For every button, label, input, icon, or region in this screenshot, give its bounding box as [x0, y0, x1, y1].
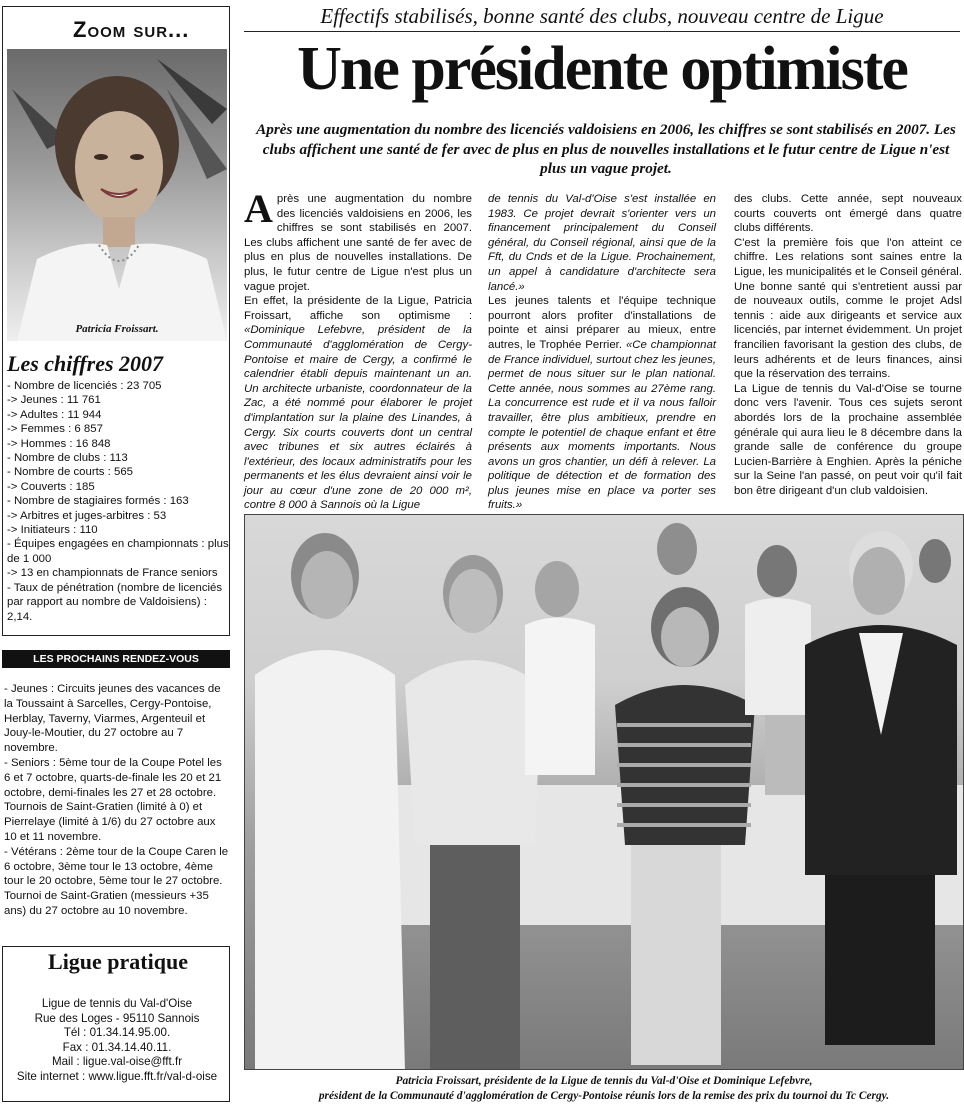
article-headline: Une présidente optimiste [297, 35, 907, 103]
rdv-item: - Seniors : 5ème tour de la Coupe Potel les 6 et 7 octobre, quarts-de-finale les 20 et 21 octobre, demi-finales les 27 et 28 octobre. Tournois de Saint-Gratien (limité à 0) et Pierrelaye (limité à 1/6) du 27 octobre aux 10 et 11 novembre. [4, 756, 222, 843]
article-column-3 [734, 192, 962, 498]
stats-item: -> Couverts : 185 [7, 480, 95, 493]
stats-item: -> Adultes : 11 944 [7, 408, 102, 421]
article-standfirst: Après une augmentation du nombre des licenciés valdoisiens en 2006, les chiffres se sont stabilisés en 2007. Les clubs affichent une santé de fer avec de plus en plus de nouvelles installations et le futur centre de Ligue n'est plus un vague projet. [256, 121, 956, 177]
practical-line: Ligue de tennis du Val-d'Oise [41, 997, 193, 1010]
paragraph: des clubs. Cette année, sept nouveaux courts couverts ont émergé dans quatre clubs différents. [734, 193, 962, 235]
practical-lines [3, 997, 231, 1085]
practical-title: Ligue pratique [33, 949, 203, 975]
stats-item: - Nombre de stagiaires formés : 163 [7, 495, 189, 508]
stats-item: -> Arbitres et juges-arbitres : 53 [7, 509, 167, 522]
group-photo-illustration [245, 515, 964, 1070]
stats-list [7, 379, 229, 624]
stats-item: - Taux de pénétration (nombre de licenciés par rapport au nombre de Valdoisiens) : 2,14. [7, 581, 223, 623]
paragraph: La Ligue de tennis du Val-d'Oise se tourne donc vers l'avenir. Tous ces sujets seront abordés lors de la prochaine assemblée générale qui aura lieu le 8 décembre dans la grande salle de conférence du groupe Lucien-Barrière à Enghien. Après la péniche sur la Seine l'an passé, on peut voir qu'il fait bon être dirigeant d'un club valdoisien. [734, 382, 962, 497]
stats-item: - Nombre de licenciés : 23 705 [7, 380, 162, 392]
quote: «Dominique Lefebvre, président de la Communauté d'agglomération de Cergy-Pontoise et maire de Cergy, a confirmé le calendrier établi depuis maintenant un an. Un architecte urbaniste, coordonnateur de la Zac, a été nommé pour élaborer le projet d'implantation sur la plaine des Linandes, à Cergy. Six courts couverts dont un central avec tribunes et six autres éclairés à l'extérieur, des locaux administratifs pour les permanents et les élus devraient ainsi voir le jour au cœur d'une zone de 20 000 m², contre 8 000 à Sannois où la Ligue [244, 324, 472, 512]
rdv-item: - Vétérans : 2ème tour de la Coupe Caren le 6 octobre, 3ème tour le 13 octobre, 4ème tour le 20 octobre, 5ème tour le 27 octobre. Tournoi de Saint-Gratien (messieurs +35 ans) du 27 octobre au 10 novembre. [4, 845, 229, 917]
zoom-title: Zoom sur... [73, 17, 190, 42]
zoom-box [2, 6, 230, 636]
paragraph: C'est la première fois que l'on atteint ce chiffre. Les relations sont saines entre la Ligue, les municipalités et le Conseil général. Une bonne santé qui s'entretient aussi par de nouveaux outils, comme le projet Adsl tennis : aide aux dirigeants et service aux licenciés, par internet évidemment. Un projet francilien favorisant la gestion des clubs, de leurs adhérents et de leurs finances, ainsi que la réservation des terrains. [734, 236, 962, 381]
portrait-caption: Patricia Froissart. [75, 323, 159, 335]
stats-title: Les chiffres 2007 [7, 351, 164, 376]
paragraph: près une augmentation du nombre des licenciés valdoisiens en 2006, les chiffres se sont stabilisés en 2007. Les clubs affichent une santé de fer avec de plus en plus de nouvelles installations. De plus, le futur centre de Ligue n'est plus un vague projet. [244, 193, 472, 293]
photo-caption-line: Patricia Froissart, présidente de la Ligue de tennis du Val-d'Oise et Dominique Lefebvre, [395, 1075, 813, 1087]
practical-line: Site internet : www.ligue.fft.fr/val-d-oise [16, 1069, 218, 1083]
stats-item: - Équipes engagées en championnats : plus de 1 000 [7, 538, 229, 565]
article-column-2 [488, 192, 716, 528]
stats-item: -> Femmes : 6 857 [7, 423, 103, 436]
rdv-item: - Jeunes : Circuits jeunes des vacances de la Toussaint à Sarcelles, Cergy-Pontoise, Herblay, Taverny, Viarmes, Argenteuil et Jouy-le-Moutier, du 27 octobre au 7 novembre. [4, 683, 221, 755]
article-kicker: Effectifs stabilisés, bonne santé des clubs, nouveau centre de Ligue [244, 4, 960, 32]
practical-box [2, 946, 230, 1102]
stats-item: -> Jeunes : 11 761 [7, 394, 101, 407]
practical-line: Mail : ligue.val-oise@fft.fr [51, 1055, 183, 1069]
stats-item: -> Initiateurs : 110 [7, 524, 98, 537]
practical-line: Tél : 01.34.14.95.00. [63, 1026, 171, 1040]
practical-line: Fax : 01.34.14.40.11. [62, 1040, 172, 1054]
rdv-list [4, 682, 230, 919]
stats-item: -> Hommes : 16 848 [7, 437, 111, 450]
paragraph: En effet, la présidente de la Ligue, Patricia Froissart, affiche son optimisme : [244, 295, 472, 322]
stats-item: - Nombre de clubs : 113 [7, 452, 128, 465]
practical-line: Rue des Loges - 95110 Sannois [34, 1011, 200, 1025]
photo-caption-line: président de la Communauté d'agglomération de Cergy-Pontoise réunis lors de la remise des prix du tournoi du Tc Cergy. [318, 1090, 890, 1102]
stats-item: - Nombre de courts : 565 [7, 466, 133, 479]
group-photo [244, 514, 964, 1070]
article-column-1 [244, 186, 472, 513]
paragraph: Les jeunes talents et l'équipe technique pourront alors profiter d'installations de pointe et ainsi préparer au mieux, entre autres, le Trophée Perrier. [488, 295, 716, 351]
drop-cap: A [244, 186, 273, 231]
quote: de tennis du Val-d'Oise s'est installée en 1983. Ce projet devrait s'orienter vers un financement principalement du Conseil général, du Conseil régional, ainsi que de la Fft, du Cnds et de la Ligue. Prochainement, un appel à candidature d'architecte sera lancé.» [488, 193, 716, 293]
portrait-illustration [7, 49, 227, 341]
portrait-photo [7, 49, 227, 341]
stats-item: -> 13 en championnats de France seniors [7, 567, 218, 580]
rdv-title: LES PROCHAINS RENDEZ-VOUS [2, 650, 230, 668]
photo-caption [244, 1074, 964, 1104]
quote: «Ce championnat de France individuel, surtout chez les jeunes, permet de nous situer sur le plan national. Cette année, nous sommes au 27ème rang. La concurrence est rude et il va nous falloir travailler, être plus ambitieux, prendre en compte le potentiel de chaque enfant et être présents aux moments importants. Nous avons un gros chantier, un défi à relever. La politique de détection et de formation des plus jeunes mise en place va porter ses fruits.» [488, 338, 716, 512]
